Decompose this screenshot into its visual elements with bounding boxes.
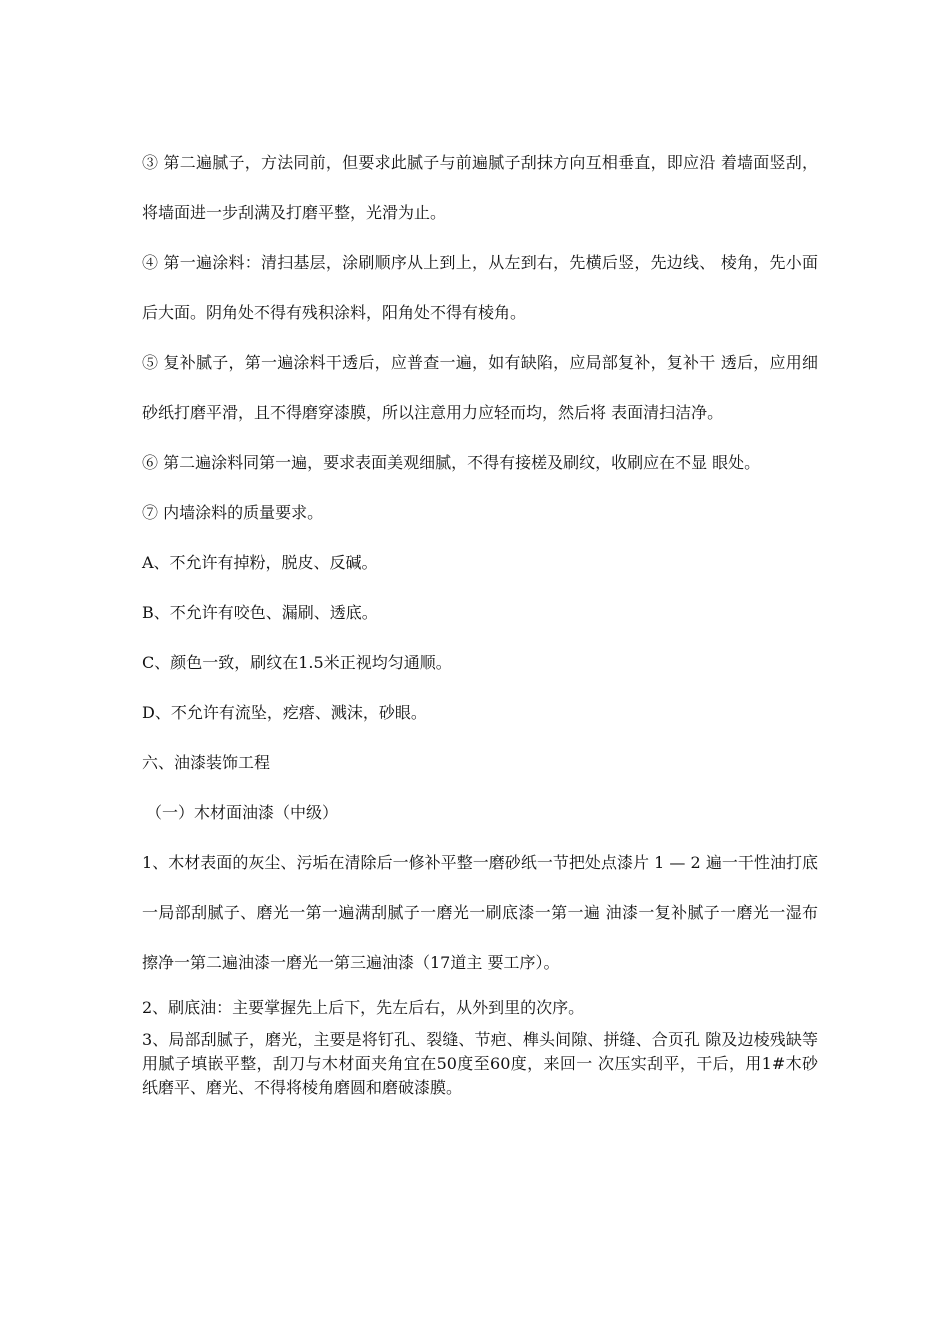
requirement-c: C、颜色一致，刷纹在1.5米正视均匀通顺。: [142, 653, 452, 672]
paragraph-step-5: ⑤ 复补腻子，第一遍涂料干透后，应普查一遍，如有缺陷，应局部复补，复补干 透后，应用细砂纸打磨平滑，且不得磨穿漆膜，所以注意用力应轻而均，然后将 表面清扫洁净。: [142, 353, 818, 422]
step-1: 1、木材表面的灰尘、污垢在清除后一修补平整一磨砂纸一节把处点漆片 1 — 2 遍一干性油打底一局部刮腻子、磨光一第一遍满刮腻子一磨光一刷底漆一第一遍 油漆一复补腻子一磨光一湿布擦净一第二遍油漆一磨光一第三遍油漆（17道主 要工序）。: [142, 853, 818, 972]
document-body: [142, 138, 818, 1100]
paragraph-step-3: ③ 第二遍腻子，方法同前，但要求此腻子与前遍腻子刮抹方向互相垂直，即应沿 着墙面竖刮，将墙面进一步刮满及打磨平整，光滑为止。: [142, 153, 818, 222]
requirement-b: B、不允许有咬色、漏刷、透底。: [142, 603, 378, 622]
requirement-d: D、不允许有流坠，疙瘩、溅沫，砂眼。: [142, 703, 427, 722]
paragraph-step-6: ⑥ 第二遍涂料同第一遍，要求表面美观细腻，不得有接槎及刷纹，收刷应在不显 眼处。: [142, 453, 761, 472]
paragraph-step-4: ④ 第一遍涂料：清扫基层，涂刷顺序从上到上，从左到右，先横后竖，先边线、 棱角，先小面后大面。阴角处不得有残积涂料，阳角处不得有棱角。: [142, 253, 818, 322]
step-2: 2、刷底油：主要掌握先上后下，先左后右，从外到里的次序。: [142, 998, 585, 1017]
subsection-title: （一）木材面油漆（中级）: [146, 803, 339, 822]
paragraph-step-7: ⑦ 内墙涂料的质量要求。: [142, 503, 324, 522]
section-title: 六、油漆装饰工程: [142, 753, 271, 772]
requirement-a: A、不允许有掉粉，脱皮、反碱。: [142, 553, 378, 572]
step-3: 3、局部刮腻子，磨光，主要是将钉孔、裂缝、节疤、榫头间隙、拼缝、合页孔 隙及边棱残缺等用腻子填嵌平整，刮刀与木材面夹角宜在50度至60度，来回一 次压实刮平，干后，用1#木砂纸磨平、磨光、不得将棱角磨圆和磨破漆膜。: [142, 1030, 818, 1097]
